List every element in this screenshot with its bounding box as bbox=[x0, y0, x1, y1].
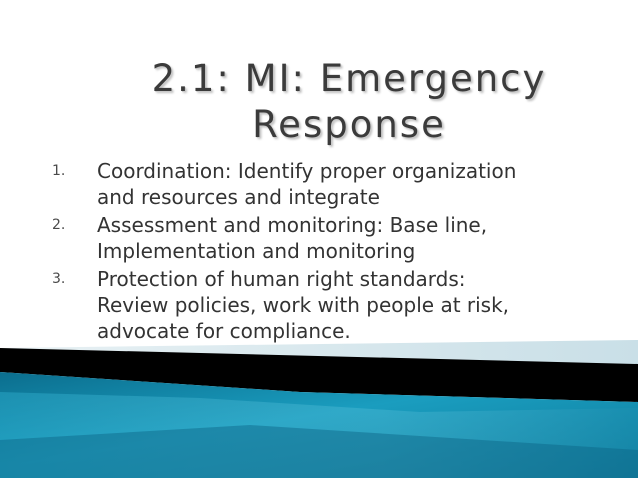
list-item-text: Protection of human right standards: Review policies, work with people at risk, advocate for compliance. bbox=[97, 267, 510, 343]
list-item bbox=[0, 158, 638, 210]
list-item-number: 3. bbox=[52, 271, 66, 287]
list-item bbox=[0, 212, 638, 264]
numbered-list bbox=[0, 158, 638, 346]
slide-title bbox=[60, 56, 638, 148]
title-line-1: 2.1: MI: Emergency bbox=[151, 57, 547, 100]
list-item-text: Assessment and monitoring: Base line, Implementation and monitoring bbox=[97, 213, 488, 263]
title-line-2: Response bbox=[252, 103, 446, 146]
list-item bbox=[0, 266, 638, 344]
list-item-number: 1. bbox=[52, 163, 66, 179]
list-item-number: 2. bbox=[52, 217, 66, 233]
list-item-text: Coordination: Identify proper organization and resources and integrate bbox=[97, 159, 517, 209]
